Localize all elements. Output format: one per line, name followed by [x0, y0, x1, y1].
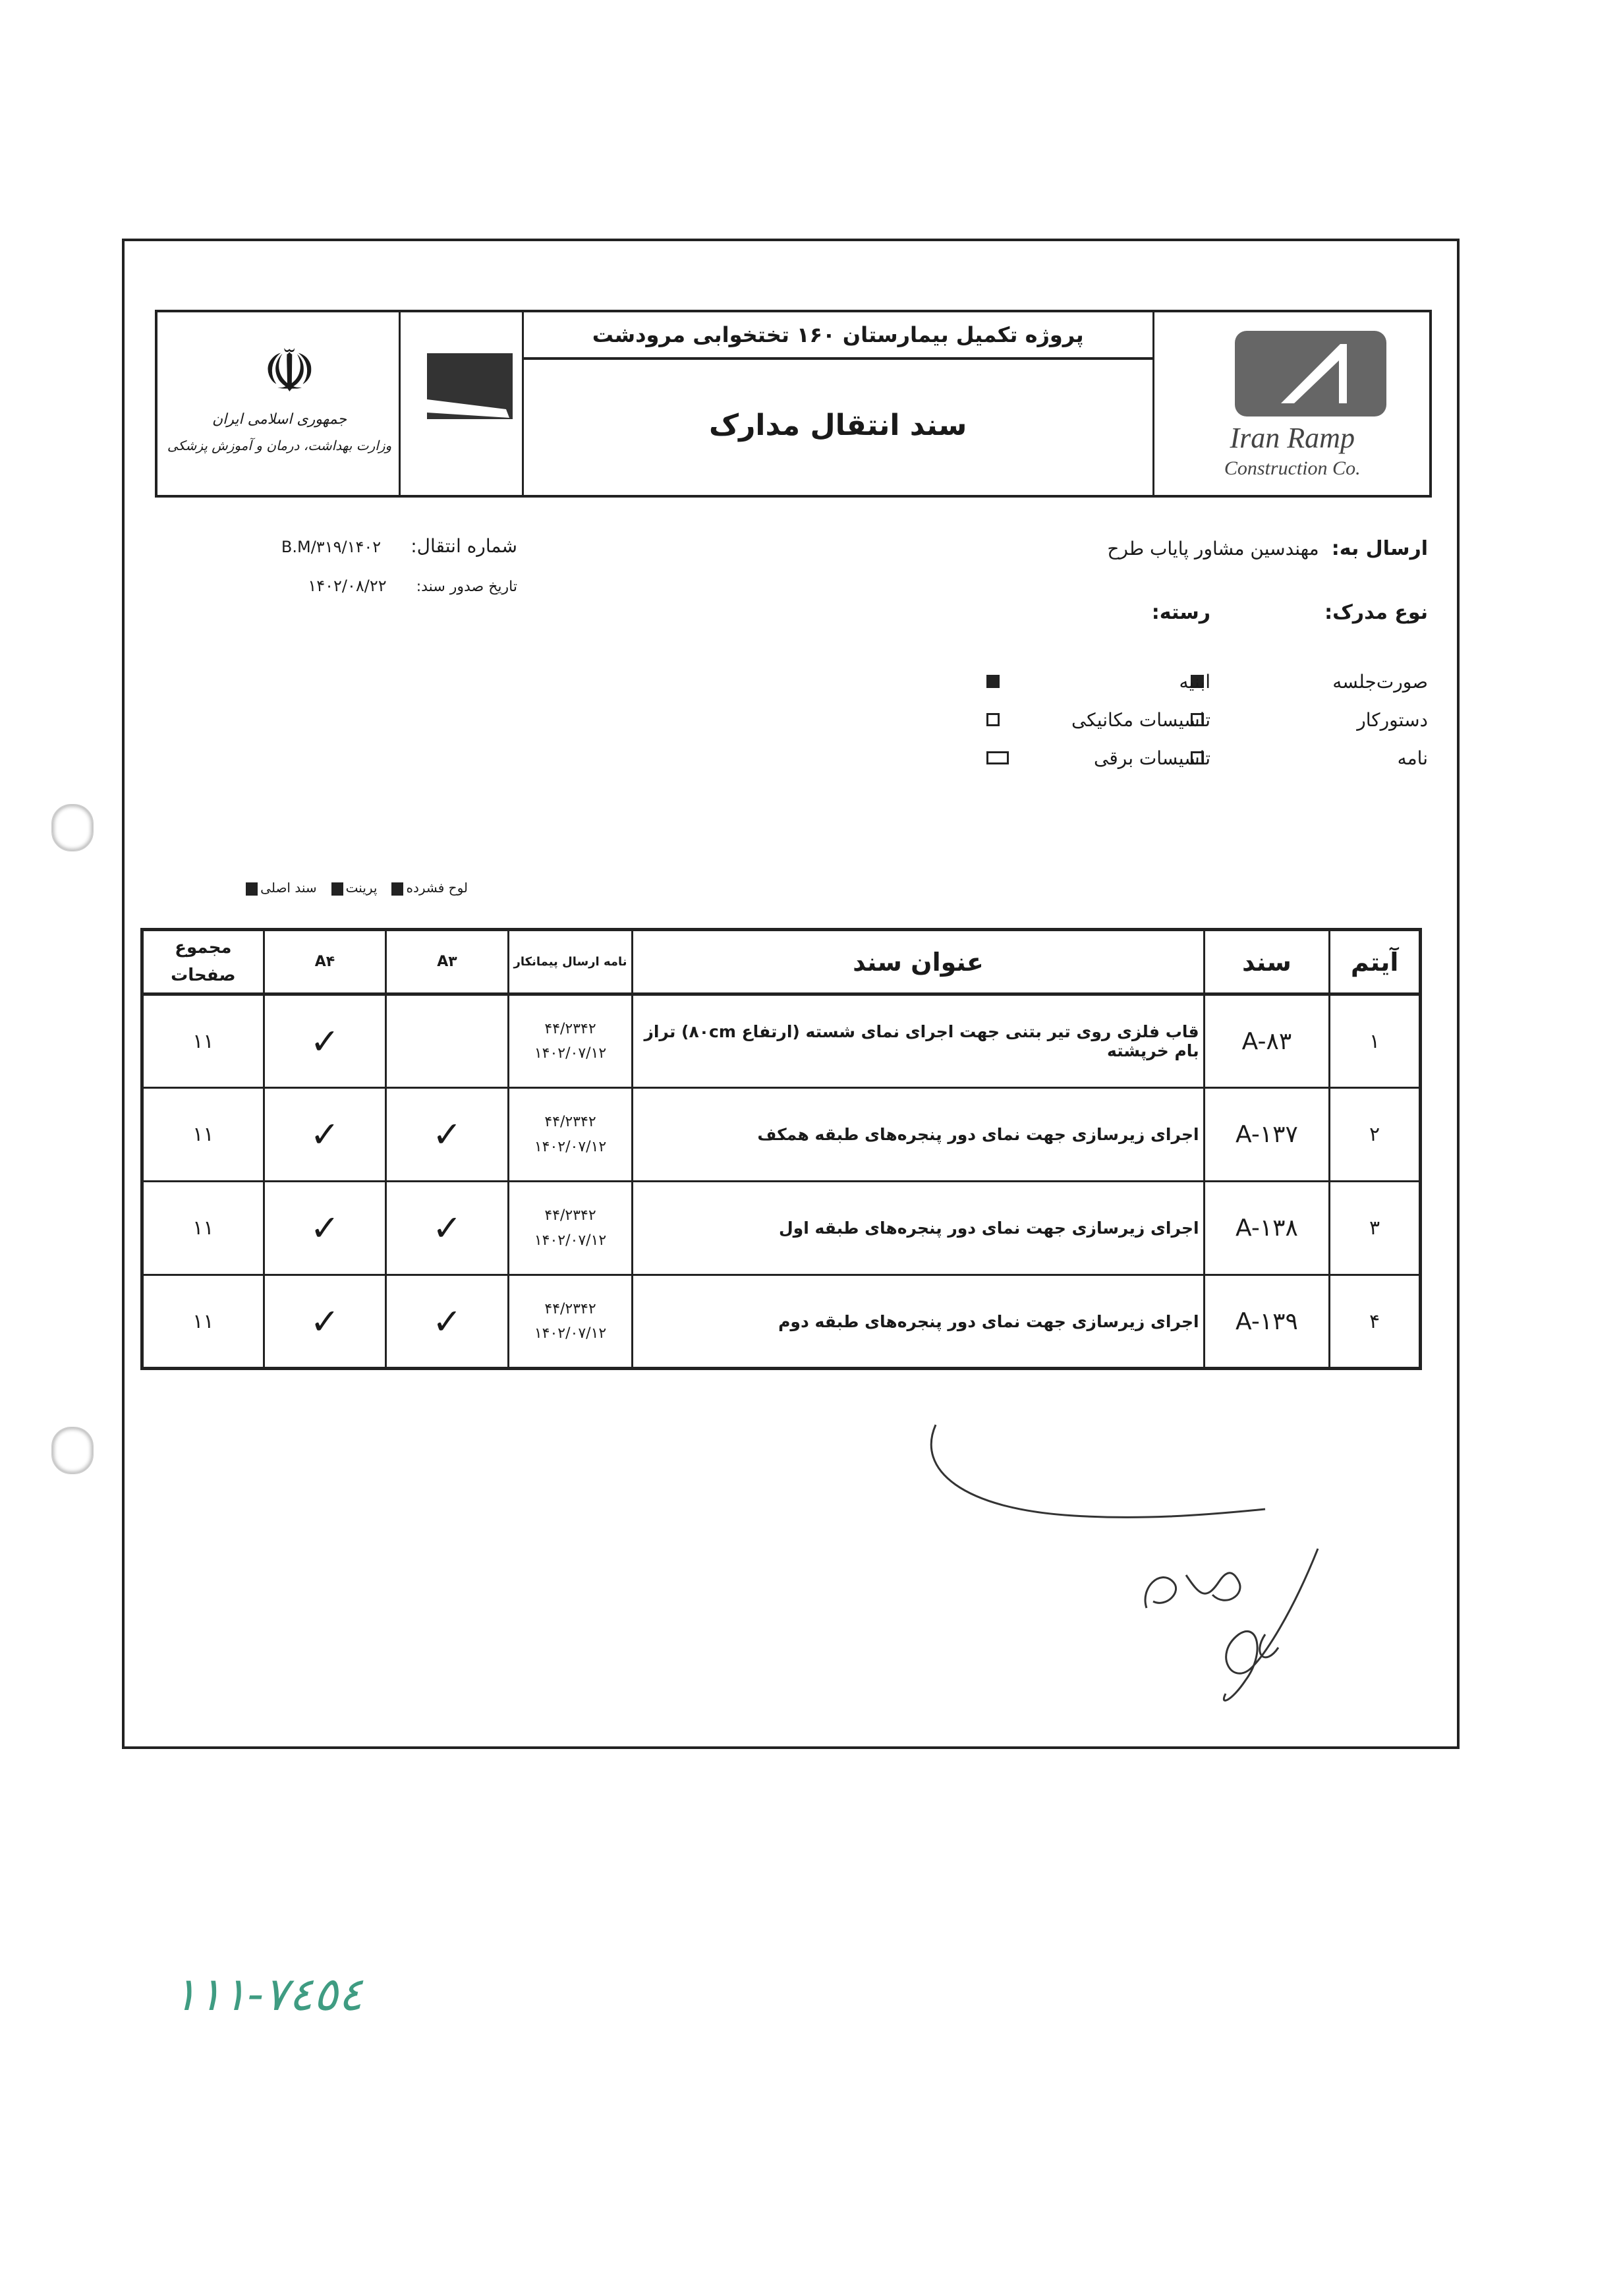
table-row	[142, 994, 1421, 1088]
letter-number: ۴۴/۲۳۴۲	[544, 1300, 596, 1317]
item-cell: ۱	[1330, 994, 1421, 1088]
company-name: Iran Ramp	[1230, 422, 1355, 454]
letter-cell	[508, 994, 633, 1088]
company-logo-cell	[1154, 312, 1429, 495]
category-option[interactable]: تاسیسات مکانیکی	[986, 701, 1210, 739]
doc-type-option[interactable]: نامه	[1191, 739, 1428, 777]
title-cell: قاب فلزی روی تیر بتنی جهت اجرای نمای شسته (ارتفاع ۸۰cm) تراز بام خرپشته	[633, 994, 1204, 1088]
col-item: آیتم	[1330, 930, 1421, 994]
send-to-value: مهندسین مشاور پایاب طرح	[1107, 538, 1319, 560]
col-title: عنوان سند	[633, 930, 1204, 994]
doc-cell: A-۱۳۷	[1204, 1088, 1330, 1182]
signature	[923, 1417, 1351, 1733]
letter-number: ۴۴/۲۳۴۲	[544, 1020, 596, 1037]
a3-cell: ✓	[386, 1182, 508, 1275]
a4-cell: ✓	[264, 1275, 385, 1369]
pages-cell: ۱۱	[142, 994, 264, 1088]
doc-type-label: نوع مدرک:	[1324, 601, 1428, 624]
item-cell: ۳	[1330, 1182, 1421, 1275]
iran-ramp-logo-icon	[1235, 331, 1386, 416]
a3-cell: ✓	[386, 1275, 508, 1369]
category-option[interactable]: تاسیسات برقی	[986, 739, 1210, 777]
letter-number: ۴۴/۲۳۴۲	[544, 1207, 596, 1224]
doc-type-list	[1191, 662, 1428, 777]
doc-type-option[interactable]: صورت‌جلسه	[1191, 662, 1428, 701]
category-option[interactable]: ابنیه	[986, 662, 1210, 701]
pages-cell: ۱۱	[142, 1275, 264, 1369]
letter-date: ۱۴۰۲/۰۷/۱۲	[534, 1045, 607, 1062]
issue-date	[308, 577, 517, 595]
iran-emblem-icon: ☫	[263, 337, 316, 406]
secondary-logo-icon	[427, 353, 513, 419]
company-subtitle: Construction Co.	[1224, 457, 1361, 479]
checkbox-checked[interactable]	[986, 675, 1000, 688]
documents-table	[140, 928, 1422, 1370]
transfer-number-label: شماره انتقال:	[411, 535, 517, 557]
send-to-label: ارسال به:	[1331, 537, 1428, 560]
letter-date: ۱۴۰۲/۰۷/۱۲	[534, 1325, 607, 1342]
title-cell: اجرای زیرسازی جهت نمای دور پنجره‌های طبقه اول	[633, 1182, 1204, 1275]
a3-cell	[386, 994, 508, 1088]
a4-cell: ✓	[264, 1088, 385, 1182]
letter-cell	[508, 1275, 633, 1369]
letter-number: ۴۴/۲۳۴۲	[544, 1114, 596, 1131]
ministry-line2: وزارت بهداشت، درمان و آموزش پزشکی	[167, 438, 392, 453]
col-pages: مجموع صفحات	[142, 930, 264, 994]
issue-date-value: ۱۴۰۲/۰۸/۲۲	[308, 577, 387, 595]
title-cell	[524, 312, 1154, 495]
col-letter: نامه ارسال پیمانکار	[508, 930, 633, 994]
table-row	[142, 1088, 1421, 1182]
doc-cell: A-۸۳	[1204, 994, 1330, 1088]
checkbox[interactable]	[986, 751, 1009, 764]
item-cell: ۲	[1330, 1088, 1421, 1182]
legend	[191, 880, 468, 896]
pages-cell: ۱۱	[142, 1088, 264, 1182]
a4-cell: ✓	[264, 994, 385, 1088]
pages-cell: ۱۱	[142, 1182, 264, 1275]
legend-item: سند اصلی	[246, 880, 316, 896]
col-a4: A۴	[264, 930, 385, 994]
doc-title: سند انتقال مدارک	[709, 409, 967, 442]
send-to	[1107, 537, 1428, 560]
a3-cell: ✓	[386, 1088, 508, 1182]
letter-cell	[508, 1088, 633, 1182]
col-a3: A۳	[386, 930, 508, 994]
category-label: رسته:	[1151, 601, 1210, 624]
transfer-number-value: B.M/۳۱۹/۱۴۰۲	[281, 538, 382, 556]
document-header	[155, 310, 1432, 498]
transfer-number	[281, 535, 517, 557]
table-header-row	[142, 930, 1421, 994]
letter-date: ۱۴۰۲/۰۷/۱۲	[534, 1138, 607, 1155]
handwritten-number: ۱۱٧٤٥٤-١	[173, 1967, 363, 2021]
legend-item: لوح فشرده	[391, 880, 468, 896]
title-cell: اجرای زیرسازی جهت نمای دور پنجره‌های طبقه دوم	[633, 1275, 1204, 1369]
secondary-logo-cell	[401, 312, 523, 495]
legend-item: پرینت	[331, 880, 378, 896]
a4-cell: ✓	[264, 1182, 385, 1275]
checkbox[interactable]	[986, 713, 1000, 726]
title-cell: اجرای زیرسازی جهت نمای دور پنجره‌های طبقه همکف	[633, 1088, 1204, 1182]
letter-date: ۱۴۰۲/۰۷/۱۲	[534, 1232, 607, 1249]
table-row	[142, 1275, 1421, 1369]
doc-cell: A-۱۳۸	[1204, 1182, 1330, 1275]
ministry-logo-cell	[157, 312, 401, 495]
letter-cell	[508, 1182, 633, 1275]
doc-cell: A-۱۳۹	[1204, 1275, 1330, 1369]
ministry-line1: جمهوری اسلامی ایران	[212, 411, 347, 428]
item-cell: ۴	[1330, 1275, 1421, 1369]
punch-hole	[51, 804, 94, 851]
issue-date-label: تاریخ صدور سند:	[416, 579, 517, 595]
col-doc: سند	[1204, 930, 1330, 994]
punch-hole	[51, 1427, 94, 1474]
category-list	[986, 662, 1210, 777]
project-title: پروژه تکمیل بیمارستان ۱۶۰ تختخوابی مرودشت	[524, 312, 1152, 360]
doc-type-option[interactable]: دستورکار	[1191, 701, 1428, 739]
table-row	[142, 1182, 1421, 1275]
